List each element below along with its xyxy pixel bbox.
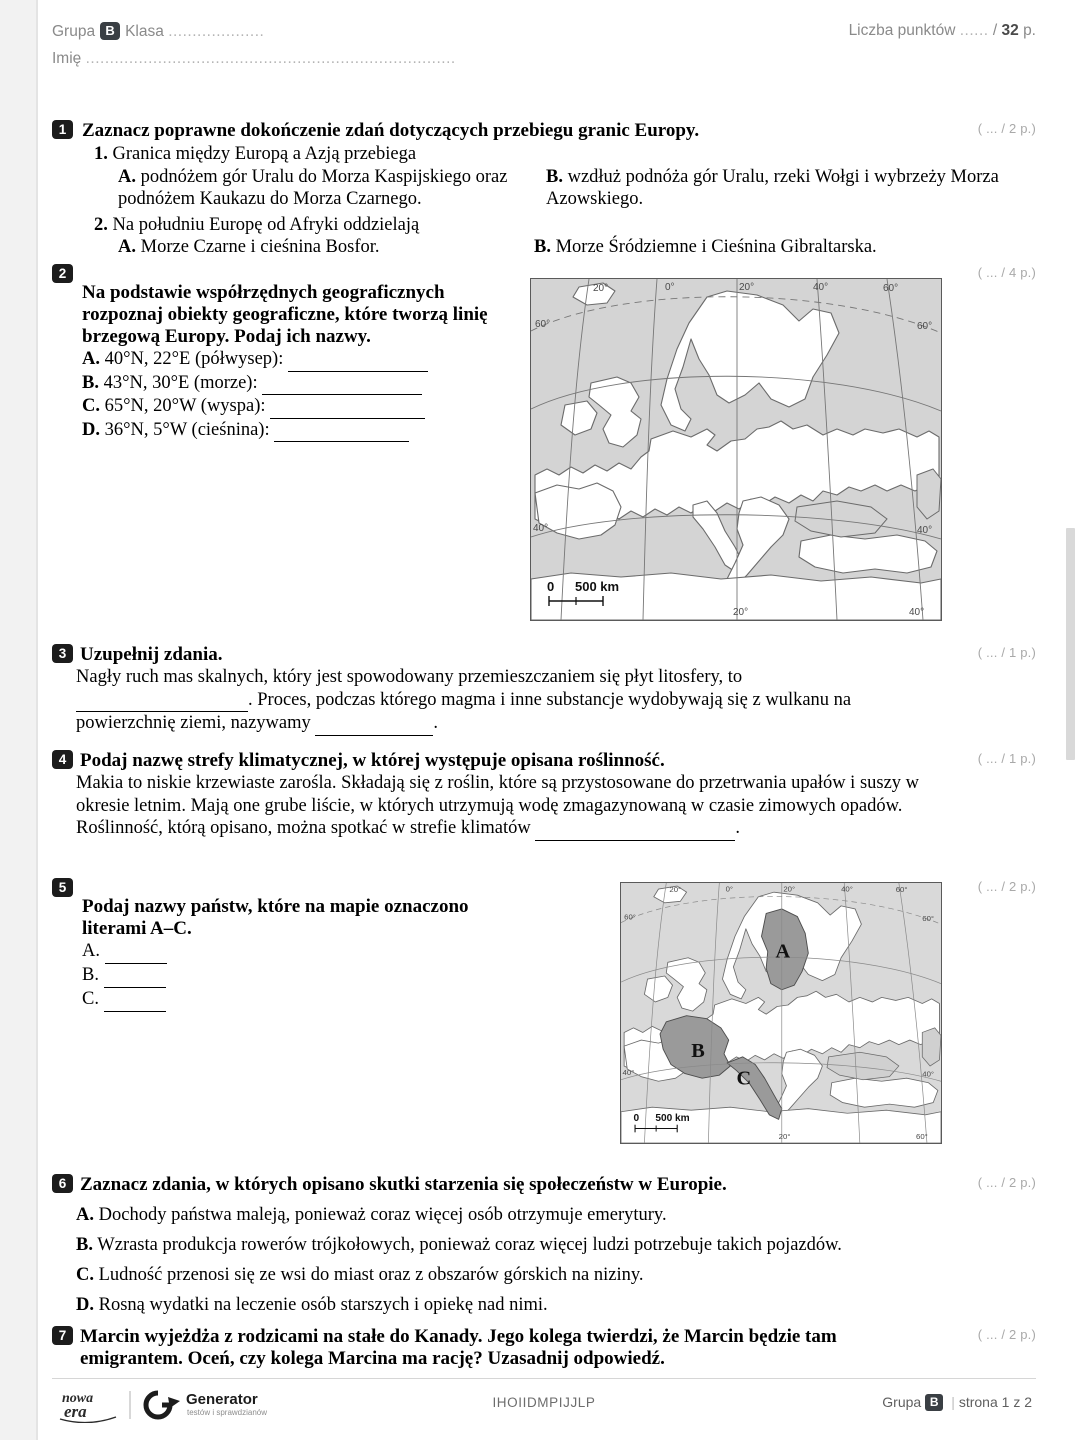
question-6-option[interactable] — [52, 1260, 1036, 1290]
question-1-number: 1 — [52, 120, 73, 139]
item-text: 36°N, 5°W (cieśnina): — [104, 419, 270, 440]
question-3-title: Uzupełnij zdania. — [80, 644, 223, 665]
svg-text:20°: 20° — [739, 282, 755, 293]
question-7-points: ( ... / 2 p.) — [977, 1327, 1036, 1342]
footer-group-label: Grupa — [882, 1394, 922, 1410]
header-name-row — [52, 50, 456, 68]
points-max: 32 — [1001, 22, 1019, 39]
answer-blank[interactable] — [288, 348, 428, 372]
svg-text:40°: 40° — [533, 523, 549, 534]
item-text: 40°N, 22°E (półwysep): — [104, 349, 284, 369]
item-label: A. — [82, 941, 100, 961]
page-left-gutter — [0, 0, 36, 1440]
answer-blank[interactable] — [105, 940, 167, 964]
footer-code: IHOIIDMPIJJLP — [492, 1395, 596, 1410]
question-6-option[interactable] — [52, 1290, 1036, 1320]
question-1-sub1-option-b[interactable] — [546, 166, 1016, 211]
question-6-number: 6 — [52, 1174, 73, 1193]
question-5-item[interactable] — [82, 940, 482, 964]
answer-blank[interactable] — [315, 712, 433, 736]
option-text: Rosną wydatki na leczenie osób starszych i opiekę nad nimi. — [98, 1295, 548, 1315]
svg-text:40°: 40° — [917, 525, 933, 536]
footer-page-info — [882, 1394, 1032, 1411]
item-label: D. — [82, 419, 100, 440]
answer-blank[interactable] — [270, 395, 425, 419]
question-5-answer-list — [82, 940, 482, 1012]
brand-line2: era — [64, 1402, 87, 1421]
question-3-number: 3 — [52, 644, 73, 663]
option-label: A. — [76, 1205, 94, 1225]
answer-blank[interactable] — [104, 964, 166, 988]
sub2-number: 2. — [94, 214, 108, 235]
svg-text:0°: 0° — [725, 884, 734, 894]
svg-text:60°: 60° — [917, 321, 933, 332]
svg-text:40°: 40° — [922, 1069, 935, 1079]
question-1-sub2 — [94, 214, 1036, 237]
item-text: 65°N, 20°W (wyspa): — [104, 396, 266, 416]
question-4 — [52, 750, 1036, 841]
svg-text:0: 0 — [547, 579, 555, 594]
svg-text:60°: 60° — [916, 1132, 928, 1142]
question-1-sub1-option-a[interactable] — [118, 166, 538, 211]
question-3-line-3-after: . — [433, 713, 438, 733]
group-badge: B — [100, 22, 120, 40]
question-1-sub2-option-b[interactable] — [534, 236, 1014, 259]
item-label: C. — [82, 396, 100, 416]
europe-map-countries — [620, 882, 942, 1144]
svg-text:60°: 60° — [535, 319, 551, 330]
svg-text:0: 0 — [633, 1112, 640, 1124]
svg-text:500 km: 500 km — [575, 579, 620, 594]
svg-text:40°: 40° — [813, 282, 829, 293]
question-1-sub2-option-a[interactable] — [118, 236, 538, 259]
footer-page-label: strona 1 z 2 — [958, 1394, 1032, 1410]
sub1-number: 1. — [94, 144, 108, 164]
sub2-option-a-label: A. — [118, 237, 136, 257]
answer-blank[interactable] — [104, 988, 166, 1012]
header-points — [849, 22, 1036, 40]
group-label: Grupa — [52, 23, 96, 40]
question-2-title: Na podstawie współrzędnych geograficznych rozpoznaj obiekty geograficzne, które tworzą linię brzegową Europy. Podaj ich nazwy. — [82, 282, 488, 347]
question-1-points: ( ... / 2 p.) — [977, 121, 1036, 136]
question-3-line-3-before: powierzchnię ziemi, nazywamy — [76, 713, 311, 733]
svg-text:60°: 60° — [624, 912, 636, 922]
question-4-body: Makia to niskie krzewiaste zarośla. Składają się z roślin, które są przystosowane do przetrwania upałów i suszy w okresie letnim. Mają one grube liście, w których utrzymują wodę zmagazynowaną w czasie zimowych opadów. — [76, 773, 920, 816]
marker-c-letter: C — [736, 1067, 752, 1090]
worksheet-sheet — [38, 0, 1050, 1440]
sub1-option-b-label: B. — [546, 166, 563, 187]
points-unit: p. — [1023, 22, 1036, 39]
question-1-sub1 — [94, 143, 1036, 166]
answer-blank[interactable] — [274, 419, 409, 443]
question-6-title: Zaznacz zdania, w których opisano skutki starzenia się społeczeństw w Europie. — [80, 1174, 727, 1195]
option-text: Dochody państwa maleją, ponieważ coraz więcej osób otrzymuje emerytury. — [98, 1205, 667, 1225]
footer-separator: | — [951, 1394, 955, 1410]
sub1-option-a-label: A. — [118, 166, 136, 187]
question-3 — [52, 644, 1036, 736]
option-text: Wzrasta produkcja rowerów trójkołowych, ponieważ coraz więcej ludzi potrzebuje takich pojazdów. — [97, 1235, 842, 1255]
question-6-option[interactable] — [52, 1230, 1036, 1260]
sub2-option-b-text: Morze Śródziemne i Cieśnina Gibraltarska. — [555, 237, 877, 257]
question-5-points: ( ... / 2 p.) — [977, 879, 1036, 894]
svg-text:40°: 40° — [622, 1068, 635, 1078]
option-text: Ludność przenosi się ze wsi do miast oraz z obszarów górskich na niziny. — [98, 1265, 644, 1285]
svg-text:500 km: 500 km — [655, 1112, 690, 1124]
footer-group-badge: B — [925, 1394, 943, 1411]
question-6-points: ( ... / 2 p.) — [977, 1175, 1036, 1190]
points-dots[interactable]: ...... — [959, 22, 989, 39]
answer-blank[interactable] — [76, 689, 248, 713]
question-4-prompt-before: Roślinność, którą opisano, można spotkać w strefie klimatów — [76, 818, 531, 838]
question-6 — [52, 1174, 1036, 1320]
sub2-option-a-text: Morze Czarne i cieśnina Bosfor. — [140, 237, 380, 257]
item-label: B. — [82, 372, 99, 393]
answer-blank[interactable] — [535, 817, 735, 841]
worksheet-footer — [52, 1378, 1036, 1430]
points-separator: / — [992, 22, 998, 39]
svg-text:60°: 60° — [922, 914, 935, 924]
question-1 — [52, 120, 1036, 260]
scrollbar-thumb[interactable] — [1066, 528, 1075, 760]
question-5-item[interactable] — [82, 988, 482, 1012]
question-4-points: ( ... / 1 p.) — [977, 751, 1036, 766]
svg-text:60°: 60° — [895, 885, 908, 895]
question-4-number: 4 — [52, 750, 73, 769]
svg-text:0°: 0° — [665, 282, 675, 293]
question-5-item[interactable] — [82, 964, 482, 988]
europe-map-1-svg — [531, 279, 941, 620]
question-7 — [52, 1326, 1036, 1370]
svg-text:60°: 60° — [883, 283, 899, 294]
question-3-line-2 — [76, 689, 1036, 713]
generator-subtitle: testów i sprawdzianów — [187, 1408, 268, 1417]
svg-text:20°: 20° — [778, 1132, 791, 1142]
answer-blank[interactable] — [262, 372, 422, 396]
option-label: C. — [76, 1265, 94, 1285]
svg-text:20°: 20° — [733, 607, 749, 618]
question-4-prompt-after: . — [735, 818, 740, 838]
class-label: Klasa — [125, 23, 164, 40]
name-label: Imię — [52, 50, 82, 67]
sub2-option-b-label: B. — [534, 237, 551, 257]
header-group-class — [52, 22, 264, 41]
svg-text:40°: 40° — [909, 607, 925, 618]
sub1-text: Granica między Europą a Azją przebiega — [112, 144, 417, 164]
sub1-option-b-text: wzdłuż podnóża gór Uralu, rzeki Wołgi i wybrzeży Morza Azowskiego. — [546, 166, 999, 209]
question-2-number: 2 — [52, 264, 73, 283]
item-label: C. — [82, 989, 99, 1009]
question-4-title: Podaj nazwę strefy klimatycznej, w której występuje opisana roślinność. — [80, 750, 665, 771]
europe-map-coordinates — [530, 278, 942, 621]
marker-a-letter: A — [775, 940, 791, 963]
question-4-prompt — [76, 817, 932, 841]
europe-map-2-svg — [621, 883, 941, 1143]
item-text: 43°N, 30°E (morze): — [103, 372, 258, 393]
svg-text:20°: 20° — [783, 884, 796, 894]
generator-title: Generator — [186, 1391, 258, 1408]
item-label: A. — [82, 349, 100, 369]
class-dots[interactable]: .................... — [168, 23, 265, 40]
sub2-text: Na południu Europę od Afryki oddzielają — [112, 214, 420, 235]
brand-line1: nowa — [62, 1391, 94, 1406]
option-label: B. — [76, 1235, 93, 1255]
points-label: Liczba punktów — [848, 22, 956, 39]
question-3-line-3 — [76, 712, 1036, 736]
svg-text:20°: 20° — [593, 283, 609, 294]
question-5-number: 5 — [52, 878, 73, 897]
question-1-title: Zaznacz poprawne dokończenie zdań dotyczących przebiegu granic Europy. — [82, 120, 700, 141]
question-2-points: ( ... / 4 p.) — [977, 265, 1036, 280]
svg-text:40°: 40° — [841, 884, 853, 894]
svg-text:20°: 20° — [669, 885, 682, 895]
marker-b-letter: B — [691, 1040, 705, 1062]
question-6-option[interactable] — [52, 1200, 1036, 1230]
worksheet-header — [52, 20, 1036, 84]
question-3-line-2-text: . Proces, podczas którego magma i inne substancje wydobywają się z wulkanu na — [248, 689, 852, 710]
name-dots[interactable]: ............................................................................. — [85, 50, 456, 67]
question-3-points: ( ... / 1 p.) — [977, 645, 1036, 660]
sub1-option-a-text: podnóżem gór Uralu do Morza Kaspijskiego oraz podnóżem Kaukazu do Morza Czarnego. — [118, 166, 508, 209]
question-7-number: 7 — [52, 1326, 73, 1345]
item-label: B. — [82, 965, 99, 985]
question-5-title: Podaj nazwy państw, które na mapie oznaczono literami A–C. — [82, 896, 469, 939]
option-label: D. — [76, 1295, 94, 1315]
question-3-line-1: Nagły ruch mas skalnych, który jest spowodowany przemieszczaniem się płyt litosfery, to — [76, 667, 743, 687]
question-7-title: Marcin wyjeżdża z rodzicami na stałe do Kanady. Jego kolega twierdzi, że Marcin będzie tam emigrantem. Oceń, czy kolega Marcina ma rację? Uzasadnij odpowiedź. — [80, 1326, 837, 1369]
vertical-scrollbar[interactable] — [1066, 0, 1078, 1440]
